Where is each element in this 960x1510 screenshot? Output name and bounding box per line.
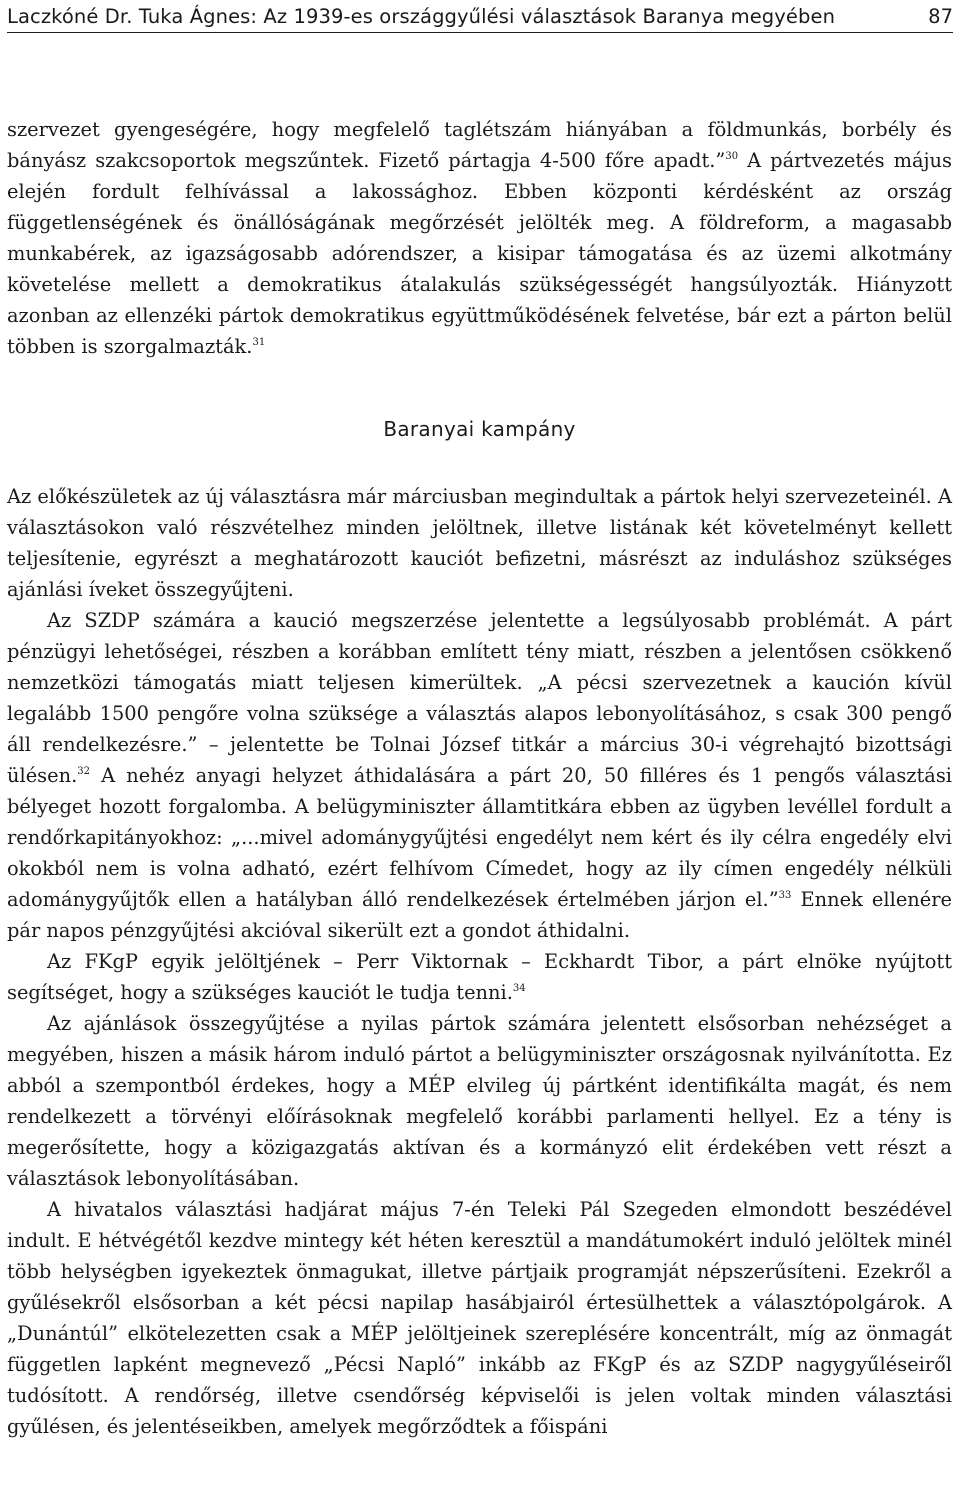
paragraph-3: [7, 605, 952, 946]
footnote-ref-32: 32: [77, 766, 90, 777]
footnote-ref-34: 34: [512, 983, 526, 994]
paragraph-5: Az ajánlások összegyűjtése a nyilas pártok számára jelentett elsősorban nehézséget a megyében, hiszen a másik három induló pártot a belügyminiszter országosnak nyilvánította. Ez abból a szempontból érdekes, hogy a MÉP elvileg új pártként identifikálta magát, és nem rendelkezett a törvényi előírásoknak megfelelő korábbi parlamenti hellyel. Ez a tény is megerősítette, hogy a közigazgatás aktívan és a kormányzó elit érdekében vett részt a választások lebonyolításában.: [7, 1012, 952, 1190]
paragraph-3-text-b: A nehéz anyagi helyzet áthidalására a párt 20, 50 filléres és 1 pengős választási bélyeget hozott forgalomba. A belügyminiszter államtitkára ebben az ügyben levéllel fordult a rendőrkapitányokhoz: „...mivel adománygyűjtési engedélyt nem kért és ily célra engedély elvi okokból nem is volna adható, ezért felhívom Címedet, hogy az ily címen engedély nélküli adománygyűjtők ellen a hatályban álló rendelkezések értelmében járjon el.”: [7, 764, 952, 911]
paragraph-3-text-a: Az SZDP számára a kaució megszerzése jelentette a legsúlyosabb problémát. A párt pénzügyi lehetőségei, részben a korábban említett tény miatt, részben a jelentősen csökkenő nemzetközi támogatás miatt teljesen kimerültek. „A pécsi szervezetnek a kaución kívül legalább 1500 pengőre volna szüksége a választás alapos lebonyolításához, s csak 300 pengő áll rendelkezésre.” – jelentette be Tolnai József titkár a március 30-i végrehajtó bizottsági ülésen.: [7, 609, 952, 787]
paragraph-4: [7, 946, 952, 1008]
running-title: Laczkóné Dr. Tuka Ágnes: Az 1939-es országgyűlési választások Baranya megyében: [7, 5, 836, 28]
paragraph-2: Az előkészületek az új választásra már márciusban megindultak a pártok helyi szervezeteinél. A választásokon való részvételhez minden jelöltnek, illetve listának két követelményt kellett teljesítenie, egyrészt a meghatározott kauciót befizetni, másrészt az induláshoz szükséges ajánlási íveket összegyűjteni.: [7, 485, 952, 601]
running-header: [7, 4, 953, 33]
article-body: [7, 114, 952, 1442]
section-title: Baranyai kampány: [383, 417, 576, 441]
footnote-ref-31: 31: [252, 337, 266, 348]
paragraph-6: A hivatalos választási hadjárat május 7-én Teleki Pál Szegeden elmondott beszédével indult. E hétvégétől kezdve mintegy két héten keresztül a mandátumokért induló jelöltek minél több helységben igyekeztek önmagukat, illetve pártjaik programját népszerűsíteni. Ezekről a gyűlésekről elsősorban a két pécsi napilap hasábjairól értesülhettek a választópolgárok. A „Dunántúl” elkötelezetten csak a MÉP jelöltjeinek szereplésére koncentrált, míg az önmagát független lapként megnevező „Pécsi Napló” inkább az FKgP és az SZDP nagygyűléseiről tudósított. A rendőrség, illetve csendőrség képviselői is jelen voltak minden választási gyűlésen, és jelentéseikben, amelyek megőrződtek a főispáni: [7, 1198, 952, 1438]
paragraph-1-text-b: A pártvezetés május elején fordult felhívással a lakossághoz. Ebben központi kérdésként az ország függetlenségének és önállóságának megőrzését jelölték meg. A földreform, a magasabb munkabérek, az igazságosabb adórendszer, a kisipar támogatása és az üzemi alkotmány követelése mellett a demokratikus átalakulás szükségességét hangsúlyozták. Hiányzott azonban az ellenzéki pártok demokratikus együttműködésének felvetése, bár ezt a párton belül többen is szorgalmazták.: [7, 149, 952, 358]
paragraph-1-text-a: szervezet gyengeségére, hogy megfelelő taglétszám hiányában a földmunkás, borbély és bányász szakcsoportok megszűntek. Fizető pártagja 4-500 főre apadt.”: [7, 118, 952, 172]
footnote-ref-30: 30: [725, 151, 739, 162]
paragraph-3-text-c: Ennek ellenére pár napos pénzgyűjtési akcióval sikerült ezt a gondot áthidalni.: [7, 888, 952, 942]
footnote-ref-33: 33: [778, 890, 792, 901]
page-number: 87: [928, 5, 953, 28]
paragraph-4-text: Az FKgP egyik jelöltjének – Perr Viktornak – Eckhardt Tibor, a párt elnöke nyújtott segítséget, hogy a szükséges kauciót le tudja tenni.: [7, 950, 952, 1004]
paragraph-1: [7, 114, 952, 362]
